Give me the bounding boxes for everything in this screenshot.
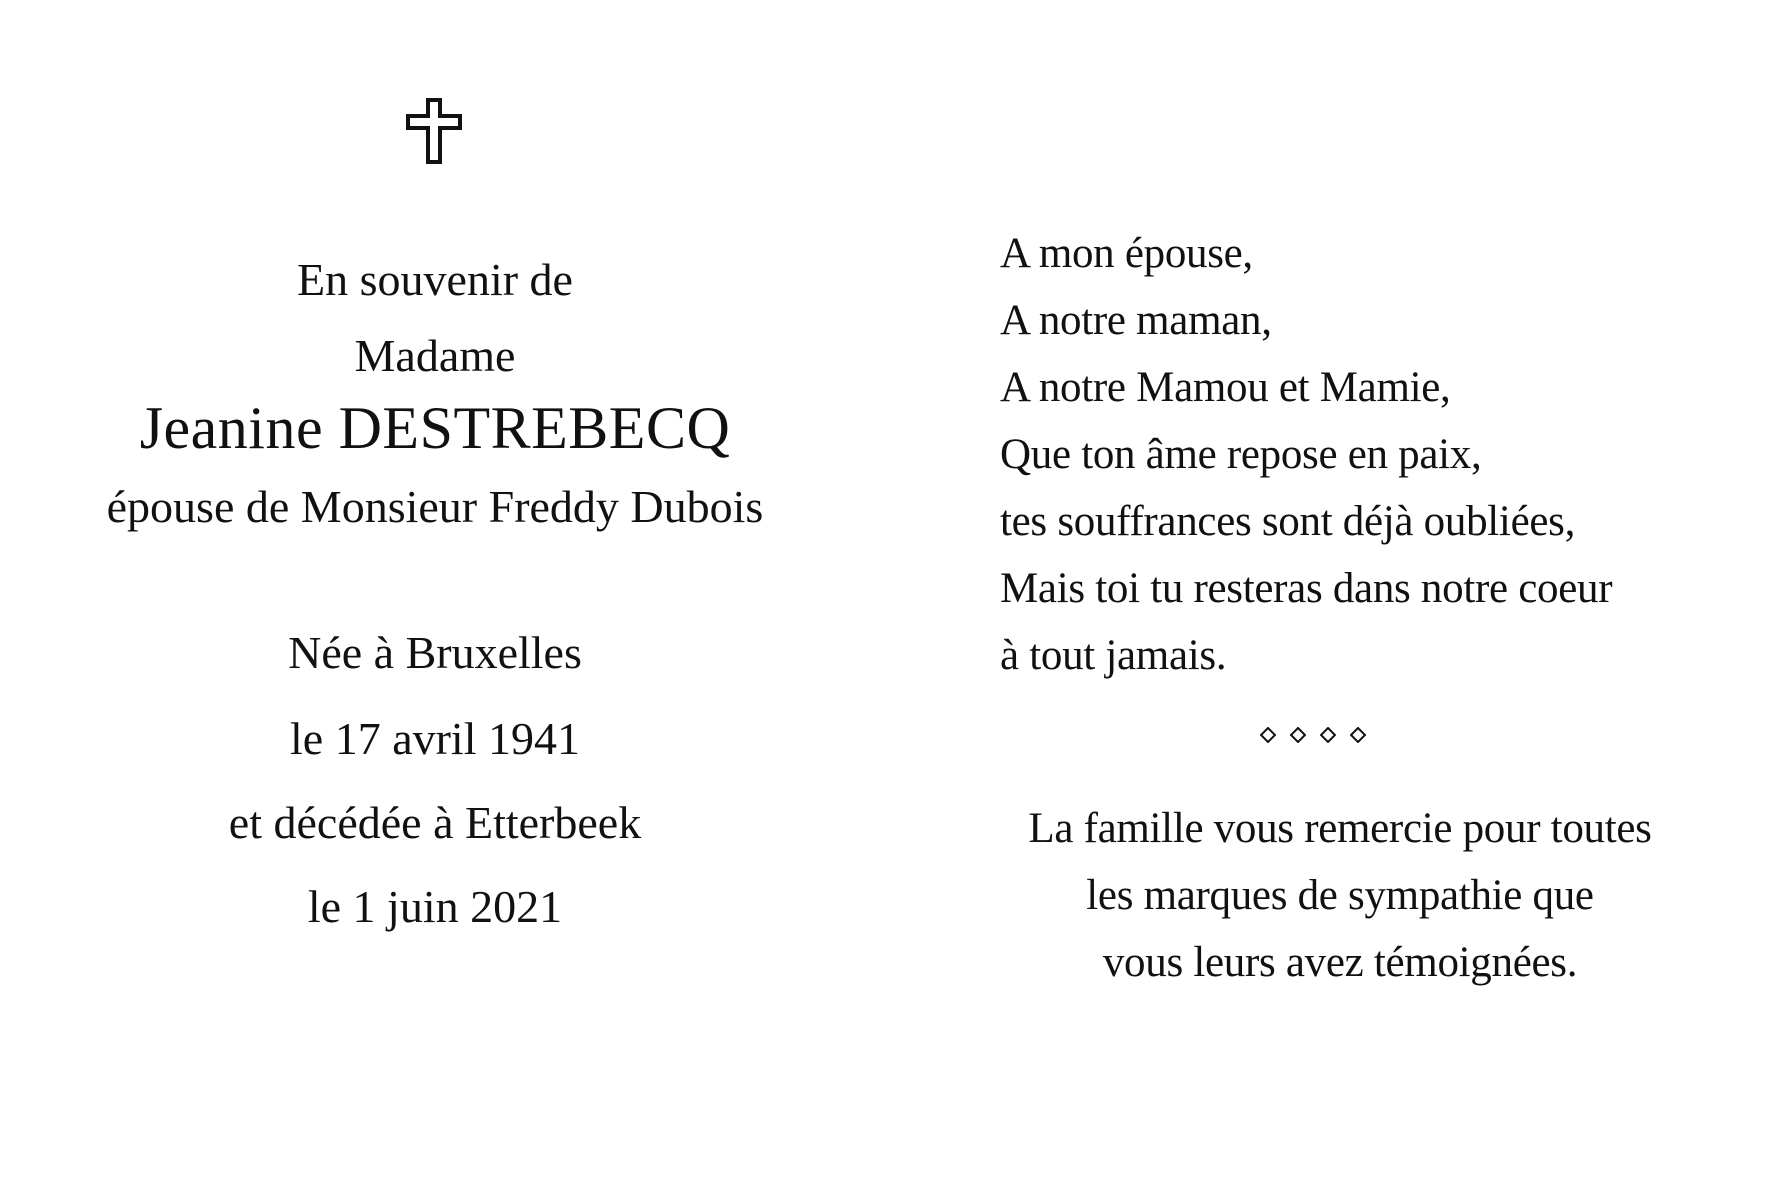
poem [1000,220,1700,689]
diamond-outline-icon [1350,727,1366,743]
spouse-line: épouse de Monsieur Freddy Dubois [106,481,764,532]
poem-line: tes souffrances sont déjà oubliées, [1000,498,1576,545]
birth-place: Née à Bruxelles [288,627,582,678]
honorific: Madame [354,330,516,381]
death-place: et décédée à Etterbeek [228,797,642,848]
poem-line: Que ton âme repose en paix, [1000,431,1482,478]
cross-icon [404,98,464,166]
diamond-outline-icon [1320,727,1336,743]
poem-line: A notre Mamou et Mamie, [1000,364,1451,411]
birth-date: le 17 avril 1941 [290,713,580,764]
diamond-outline-icon [1260,727,1276,743]
diamond-separator [1260,720,1366,750]
poem-line: à tout jamais. [1000,632,1227,679]
thanks-line: les marques de sympathie que [1086,872,1594,919]
deceased-name: Jeanine DESTREBECQ [139,395,731,461]
diamond-outline-icon [1290,727,1306,743]
thanks-line: vous leurs avez témoignées. [1102,939,1578,986]
poem-line: A notre maman, [1000,297,1272,344]
poem-line: Mais toi tu resteras dans notre coeur [1000,565,1613,612]
souvenir-heading: En souvenir de [297,254,573,305]
thanks-message [1000,795,1680,996]
thanks-line: La famille vous remercie pour toutes [1028,805,1652,852]
poem-line: A mon épouse, [1000,230,1253,277]
death-date: le 1 juin 2021 [307,881,563,932]
